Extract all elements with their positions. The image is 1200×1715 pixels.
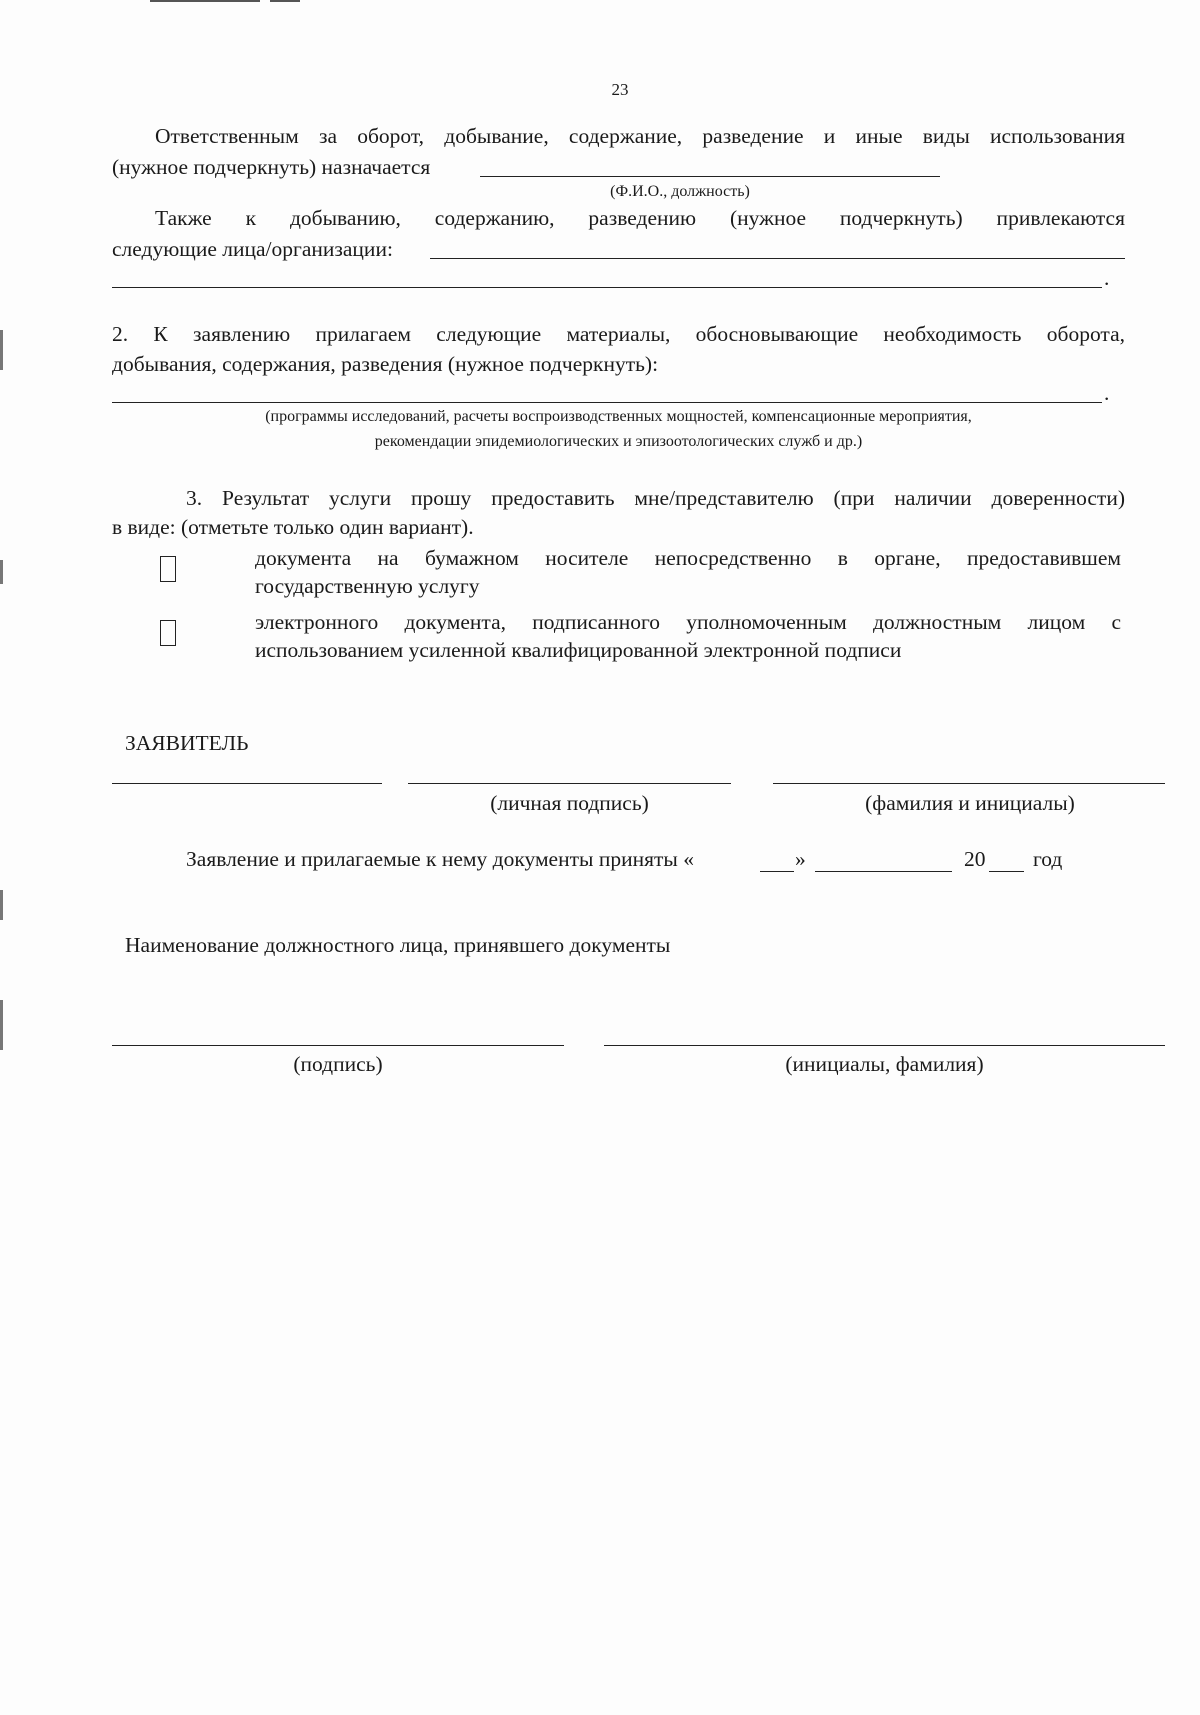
accepted-month-field[interactable]	[815, 871, 952, 872]
section3-line-2: в виде: (отметьте только один вариант).	[112, 515, 474, 539]
also-line-1: Также к добыванию, содержанию, разведению (нужное подчеркнуть) привлекаются	[155, 206, 1125, 230]
official-signature-hint: (подпись)	[293, 1052, 383, 1076]
also-end-dot: .	[1104, 266, 1110, 290]
scan-artifact-edge-3	[0, 890, 3, 920]
option-paper-line-2: государственную услугу	[255, 574, 480, 598]
section2-materials-field[interactable]	[112, 402, 1102, 403]
official-name-hint: (инициалы, фамилия)	[785, 1052, 984, 1076]
section2-hint-2: рекомендации эпидемиологических и эпизоотологических служб и др.)	[374, 433, 863, 450]
applicant-name-field[interactable]	[773, 783, 1165, 784]
section2-line-1: 2. К заявлению прилагаем следующие материалы, обосновывающие необходимость оборота,	[112, 322, 1125, 346]
section3-line-1: 3. Результат услуги прошу предоставить мне/представителю (при наличии доверенности)	[186, 486, 1125, 510]
accepted-year-suffix: год	[1033, 847, 1063, 871]
section2-line-2: добывания, содержания, разведения (нужное подчеркнуть):	[112, 352, 659, 376]
also-persons-field-2[interactable]	[112, 287, 1102, 288]
option-paper-checkbox[interactable]	[160, 556, 176, 582]
accepted-year-field[interactable]	[989, 871, 1024, 872]
option-electronic-line-1: электронного документа, подписанного уполномоченным должностным лицом с	[255, 610, 1121, 634]
also-line-2: следующие лица/организации:	[112, 237, 393, 261]
scan-artifact-top	[150, 0, 260, 2]
applicant-title: ЗАЯВИТЕЛЬ	[125, 731, 249, 755]
responsible-line-1: Ответственным за оборот, добывание, содержание, разведение и иные виды использования	[155, 124, 1125, 148]
option-paper-line-1: документа на бумажном носителе непосредственно в органе, предоставившем	[255, 546, 1121, 570]
section2-hint-1: (программы исследований, расчеты воспроизводственных мощностей, компенсационные мероприятия,	[265, 408, 972, 425]
section2-end-dot: .	[1104, 381, 1110, 405]
accepted-quote-close: »	[795, 847, 806, 871]
also-persons-field-1[interactable]	[430, 258, 1125, 259]
official-title: Наименование должностного лица, принявшего документы	[125, 933, 671, 957]
applicant-signature-hint: (личная подпись)	[490, 791, 649, 815]
option-electronic-checkbox[interactable]	[160, 620, 176, 646]
official-signature-field[interactable]	[112, 1045, 564, 1046]
responsible-line-2: (нужное подчеркнуть) назначается	[112, 155, 431, 179]
scan-artifact-edge-4	[0, 1000, 3, 1050]
applicant-name-hint: (фамилия и инициалы)	[865, 791, 1075, 815]
scan-artifact-edge-2	[0, 560, 3, 584]
accepted-text: Заявление и прилагаемые к нему документы приняты «	[186, 847, 694, 871]
accepted-day-field[interactable]	[760, 871, 794, 872]
applicant-signature-field[interactable]	[408, 783, 731, 784]
option-electronic-line-2: использованием усиленной квалифицированной электронной подписи	[255, 638, 902, 662]
accepted-year-prefix: 20	[964, 847, 986, 871]
responsible-name-field[interactable]	[480, 176, 940, 177]
scan-artifact-edge	[0, 330, 3, 370]
official-name-field[interactable]	[604, 1045, 1165, 1046]
responsible-hint: (Ф.И.О., должность)	[610, 183, 750, 200]
scan-artifact-top-2	[270, 0, 300, 2]
applicant-date-field[interactable]	[112, 783, 382, 784]
page-number: 23	[611, 80, 629, 99]
